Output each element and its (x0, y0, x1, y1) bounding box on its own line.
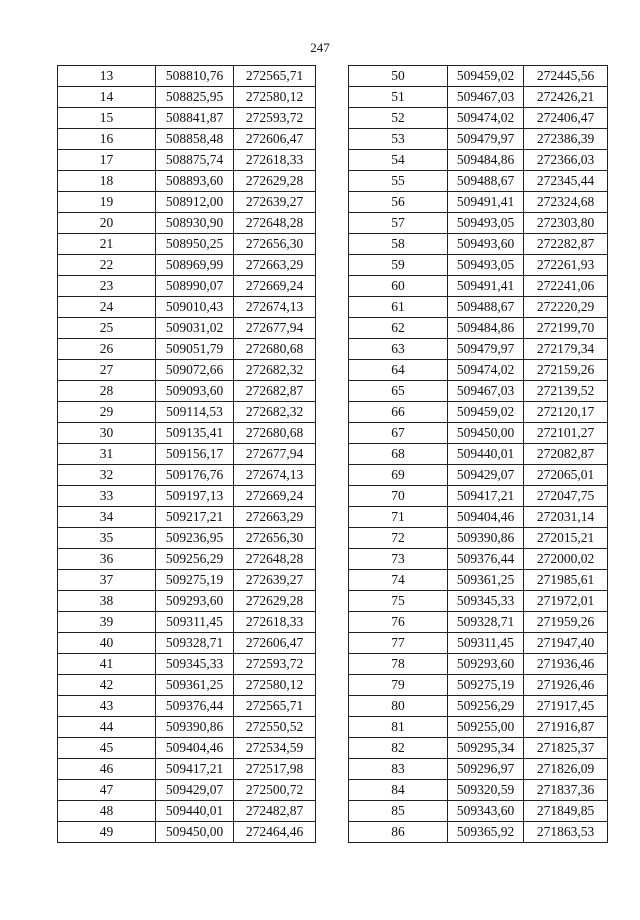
x-coordinate-cell: 509488,67 (448, 297, 524, 318)
y-coordinate-cell: 272082,87 (524, 444, 608, 465)
x-coordinate-cell: 509450,00 (156, 822, 234, 843)
x-coordinate-cell: 509275,19 (448, 675, 524, 696)
y-coordinate-cell: 272682,32 (234, 402, 316, 423)
point-number-cell: 25 (58, 318, 156, 339)
y-coordinate-cell: 272517,98 (234, 759, 316, 780)
point-number-cell: 71 (349, 507, 448, 528)
point-number-cell: 85 (349, 801, 448, 822)
point-number-cell: 54 (349, 150, 448, 171)
point-number-cell: 26 (58, 339, 156, 360)
x-coordinate-cell: 509328,71 (156, 633, 234, 654)
point-number-cell: 34 (58, 507, 156, 528)
point-number-cell: 13 (58, 66, 156, 87)
x-coordinate-cell: 509429,07 (156, 780, 234, 801)
point-number-cell: 27 (58, 360, 156, 381)
table-row (349, 465, 608, 486)
y-coordinate-cell: 272031,14 (524, 507, 608, 528)
y-coordinate-cell: 272663,29 (234, 507, 316, 528)
x-coordinate-cell: 509072,66 (156, 360, 234, 381)
table-row (349, 822, 608, 843)
table-row (58, 360, 316, 381)
x-coordinate-cell: 508990,07 (156, 276, 234, 297)
x-coordinate-cell: 509343,60 (448, 801, 524, 822)
point-number-cell: 29 (58, 402, 156, 423)
y-coordinate-cell: 272593,72 (234, 108, 316, 129)
y-coordinate-cell: 272565,71 (234, 66, 316, 87)
point-number-cell: 39 (58, 612, 156, 633)
x-coordinate-cell: 509361,25 (156, 675, 234, 696)
point-number-cell: 45 (58, 738, 156, 759)
y-coordinate-cell: 271825,37 (524, 738, 608, 759)
table-row (349, 528, 608, 549)
point-number-cell: 80 (349, 696, 448, 717)
point-number-cell: 69 (349, 465, 448, 486)
table-row (58, 339, 316, 360)
point-number-cell: 36 (58, 549, 156, 570)
point-number-cell: 38 (58, 591, 156, 612)
point-number-cell: 60 (349, 276, 448, 297)
point-number-cell: 33 (58, 486, 156, 507)
x-coordinate-cell: 509293,60 (448, 654, 524, 675)
x-coordinate-cell: 509390,86 (448, 528, 524, 549)
table-row (58, 318, 316, 339)
x-coordinate-cell: 509295,34 (448, 738, 524, 759)
point-number-cell: 59 (349, 255, 448, 276)
table-row (58, 759, 316, 780)
y-coordinate-cell: 272015,21 (524, 528, 608, 549)
point-number-cell: 30 (58, 423, 156, 444)
point-number-cell: 84 (349, 780, 448, 801)
x-coordinate-cell: 509417,21 (156, 759, 234, 780)
point-number-cell: 83 (349, 759, 448, 780)
table-row (349, 87, 608, 108)
point-number-cell: 37 (58, 570, 156, 591)
x-coordinate-cell: 509236,95 (156, 528, 234, 549)
x-coordinate-cell: 509440,01 (448, 444, 524, 465)
table-row (58, 234, 316, 255)
y-coordinate-cell: 272159,26 (524, 360, 608, 381)
point-number-cell: 67 (349, 423, 448, 444)
point-number-cell: 66 (349, 402, 448, 423)
table-row (349, 654, 608, 675)
point-number-cell: 86 (349, 822, 448, 843)
y-coordinate-cell: 272680,68 (234, 423, 316, 444)
y-coordinate-cell: 272629,28 (234, 171, 316, 192)
y-coordinate-cell: 271926,46 (524, 675, 608, 696)
point-number-cell: 35 (58, 528, 156, 549)
x-coordinate-cell: 509197,13 (156, 486, 234, 507)
x-coordinate-cell: 509311,45 (156, 612, 234, 633)
y-coordinate-cell: 272677,94 (234, 444, 316, 465)
x-coordinate-cell: 508875,74 (156, 150, 234, 171)
point-number-cell: 78 (349, 654, 448, 675)
y-coordinate-cell: 272426,21 (524, 87, 608, 108)
y-coordinate-cell: 272656,30 (234, 234, 316, 255)
point-number-cell: 62 (349, 318, 448, 339)
point-number-cell: 51 (349, 87, 448, 108)
y-coordinate-cell: 271947,40 (524, 633, 608, 654)
table-row (58, 171, 316, 192)
table-row (58, 612, 316, 633)
point-number-cell: 40 (58, 633, 156, 654)
x-coordinate-cell: 509491,41 (448, 192, 524, 213)
y-coordinate-cell: 272677,94 (234, 318, 316, 339)
table-row (58, 276, 316, 297)
y-coordinate-cell: 271837,36 (524, 780, 608, 801)
table-row (58, 213, 316, 234)
table-row (58, 570, 316, 591)
table-row (349, 780, 608, 801)
table-row (58, 738, 316, 759)
point-number-cell: 74 (349, 570, 448, 591)
point-number-cell: 64 (349, 360, 448, 381)
table-row (58, 192, 316, 213)
table-row (349, 192, 608, 213)
point-number-cell: 61 (349, 297, 448, 318)
x-coordinate-cell: 509484,86 (448, 318, 524, 339)
table-row (349, 297, 608, 318)
y-coordinate-cell: 272261,93 (524, 255, 608, 276)
point-number-cell: 20 (58, 213, 156, 234)
y-coordinate-cell: 272680,68 (234, 339, 316, 360)
x-coordinate-cell: 509345,33 (448, 591, 524, 612)
x-coordinate-cell: 509459,02 (448, 66, 524, 87)
table-row (349, 507, 608, 528)
x-coordinate-cell: 509361,25 (448, 570, 524, 591)
coordinates-table-right (348, 65, 608, 843)
x-coordinate-cell: 509467,03 (448, 87, 524, 108)
table-row (58, 444, 316, 465)
x-coordinate-cell: 508825,95 (156, 87, 234, 108)
point-number-cell: 41 (58, 654, 156, 675)
table-row (349, 318, 608, 339)
point-number-cell: 65 (349, 381, 448, 402)
table-row (58, 297, 316, 318)
point-number-cell: 57 (349, 213, 448, 234)
point-number-cell: 32 (58, 465, 156, 486)
x-coordinate-cell: 509491,41 (448, 276, 524, 297)
table-row (349, 171, 608, 192)
x-coordinate-cell: 509376,44 (156, 696, 234, 717)
y-coordinate-cell: 272648,28 (234, 213, 316, 234)
y-coordinate-cell: 272386,39 (524, 129, 608, 150)
x-coordinate-cell: 509311,45 (448, 633, 524, 654)
table-row (349, 612, 608, 633)
table-row (349, 276, 608, 297)
table-row (58, 780, 316, 801)
x-coordinate-cell: 509093,60 (156, 381, 234, 402)
point-number-cell: 44 (58, 717, 156, 738)
y-coordinate-cell: 272656,30 (234, 528, 316, 549)
x-coordinate-cell: 509479,97 (448, 129, 524, 150)
x-coordinate-cell: 509474,02 (448, 108, 524, 129)
x-coordinate-cell: 508950,25 (156, 234, 234, 255)
x-coordinate-cell: 509479,97 (448, 339, 524, 360)
x-coordinate-cell: 508858,48 (156, 129, 234, 150)
table-row (349, 738, 608, 759)
y-coordinate-cell: 272606,47 (234, 633, 316, 654)
x-coordinate-cell: 509429,07 (448, 465, 524, 486)
table-row (58, 591, 316, 612)
table-row (58, 255, 316, 276)
table-row (349, 591, 608, 612)
y-coordinate-cell: 271936,46 (524, 654, 608, 675)
x-coordinate-cell: 509450,00 (448, 423, 524, 444)
table-row (58, 486, 316, 507)
table-row (349, 423, 608, 444)
point-number-cell: 50 (349, 66, 448, 87)
y-coordinate-cell: 272324,68 (524, 192, 608, 213)
point-number-cell: 70 (349, 486, 448, 507)
y-coordinate-cell: 272139,52 (524, 381, 608, 402)
y-coordinate-cell: 272648,28 (234, 549, 316, 570)
point-number-cell: 46 (58, 759, 156, 780)
point-number-cell: 17 (58, 150, 156, 171)
table-row (58, 633, 316, 654)
y-coordinate-cell: 272669,24 (234, 276, 316, 297)
y-coordinate-cell: 272199,70 (524, 318, 608, 339)
x-coordinate-cell: 509256,29 (448, 696, 524, 717)
table-row (349, 402, 608, 423)
point-number-cell: 14 (58, 87, 156, 108)
table-row (349, 150, 608, 171)
y-coordinate-cell: 272669,24 (234, 486, 316, 507)
table-row (58, 66, 316, 87)
table-row (349, 108, 608, 129)
x-coordinate-cell: 508930,90 (156, 213, 234, 234)
point-number-cell: 75 (349, 591, 448, 612)
x-coordinate-cell: 509051,79 (156, 339, 234, 360)
point-number-cell: 58 (349, 234, 448, 255)
table-row (58, 696, 316, 717)
y-coordinate-cell: 272639,27 (234, 570, 316, 591)
x-coordinate-cell: 509484,86 (448, 150, 524, 171)
y-coordinate-cell: 271972,01 (524, 591, 608, 612)
y-coordinate-cell: 271917,45 (524, 696, 608, 717)
y-coordinate-cell: 272406,47 (524, 108, 608, 129)
point-number-cell: 53 (349, 129, 448, 150)
x-coordinate-cell: 509296,97 (448, 759, 524, 780)
y-coordinate-cell: 272580,12 (234, 675, 316, 696)
point-number-cell: 56 (349, 192, 448, 213)
table-row (58, 108, 316, 129)
y-coordinate-cell: 271985,61 (524, 570, 608, 591)
y-coordinate-cell: 272682,87 (234, 381, 316, 402)
x-coordinate-cell: 508810,76 (156, 66, 234, 87)
x-coordinate-cell: 509440,01 (156, 801, 234, 822)
y-coordinate-cell: 272445,56 (524, 66, 608, 87)
y-coordinate-cell: 272674,13 (234, 297, 316, 318)
y-coordinate-cell: 272639,27 (234, 192, 316, 213)
y-coordinate-cell: 272482,87 (234, 801, 316, 822)
x-coordinate-cell: 509474,02 (448, 360, 524, 381)
table-row (349, 360, 608, 381)
point-number-cell: 28 (58, 381, 156, 402)
point-number-cell: 16 (58, 129, 156, 150)
point-number-cell: 72 (349, 528, 448, 549)
x-coordinate-cell: 508912,00 (156, 192, 234, 213)
table-row (58, 717, 316, 738)
x-coordinate-cell: 509365,92 (448, 822, 524, 843)
table-row (58, 801, 316, 822)
point-number-cell: 79 (349, 675, 448, 696)
x-coordinate-cell: 509328,71 (448, 612, 524, 633)
point-number-cell: 42 (58, 675, 156, 696)
table-row (58, 507, 316, 528)
y-coordinate-cell: 272534,59 (234, 738, 316, 759)
table-row (58, 654, 316, 675)
y-coordinate-cell: 272345,44 (524, 171, 608, 192)
table-row (349, 570, 608, 591)
y-coordinate-cell: 272047,75 (524, 486, 608, 507)
y-coordinate-cell: 271959,26 (524, 612, 608, 633)
x-coordinate-cell: 509376,44 (448, 549, 524, 570)
y-coordinate-cell: 271849,85 (524, 801, 608, 822)
table-row (58, 423, 316, 444)
y-coordinate-cell: 272500,72 (234, 780, 316, 801)
x-coordinate-cell: 509493,60 (448, 234, 524, 255)
x-coordinate-cell: 509256,29 (156, 549, 234, 570)
x-coordinate-cell: 509010,43 (156, 297, 234, 318)
table-row (58, 150, 316, 171)
point-number-cell: 68 (349, 444, 448, 465)
point-number-cell: 81 (349, 717, 448, 738)
table-row (349, 717, 608, 738)
x-coordinate-cell: 508893,60 (156, 171, 234, 192)
x-coordinate-cell: 508841,87 (156, 108, 234, 129)
table-row (349, 129, 608, 150)
table-row (349, 66, 608, 87)
x-coordinate-cell: 509345,33 (156, 654, 234, 675)
table-row (349, 801, 608, 822)
point-number-cell: 19 (58, 192, 156, 213)
x-coordinate-cell: 509156,17 (156, 444, 234, 465)
point-number-cell: 76 (349, 612, 448, 633)
y-coordinate-cell: 271863,53 (524, 822, 608, 843)
table-row (349, 255, 608, 276)
y-coordinate-cell: 272065,01 (524, 465, 608, 486)
x-coordinate-cell: 509493,05 (448, 213, 524, 234)
point-number-cell: 21 (58, 234, 156, 255)
x-coordinate-cell: 509217,21 (156, 507, 234, 528)
table-row (58, 822, 316, 843)
y-coordinate-cell: 272618,33 (234, 612, 316, 633)
y-coordinate-cell: 272629,28 (234, 591, 316, 612)
table-row (349, 675, 608, 696)
table-row (349, 213, 608, 234)
table-row (349, 444, 608, 465)
point-number-cell: 47 (58, 780, 156, 801)
y-coordinate-cell: 272618,33 (234, 150, 316, 171)
x-coordinate-cell: 509459,02 (448, 402, 524, 423)
y-coordinate-cell: 272366,03 (524, 150, 608, 171)
y-coordinate-cell: 272179,34 (524, 339, 608, 360)
y-coordinate-cell: 271916,87 (524, 717, 608, 738)
x-coordinate-cell: 509390,86 (156, 717, 234, 738)
table-row (58, 549, 316, 570)
x-coordinate-cell: 509320,59 (448, 780, 524, 801)
table-row (58, 465, 316, 486)
y-coordinate-cell: 272282,87 (524, 234, 608, 255)
point-number-cell: 18 (58, 171, 156, 192)
y-coordinate-cell: 272303,80 (524, 213, 608, 234)
table-row (349, 759, 608, 780)
y-coordinate-cell: 272220,29 (524, 297, 608, 318)
y-coordinate-cell: 272565,71 (234, 696, 316, 717)
point-number-cell: 22 (58, 255, 156, 276)
point-number-cell: 63 (349, 339, 448, 360)
y-coordinate-cell: 272464,46 (234, 822, 316, 843)
y-coordinate-cell: 272663,29 (234, 255, 316, 276)
x-coordinate-cell: 509493,05 (448, 255, 524, 276)
point-number-cell: 15 (58, 108, 156, 129)
table-row (58, 528, 316, 549)
table-row (58, 129, 316, 150)
y-coordinate-cell: 272241,06 (524, 276, 608, 297)
table-row (349, 339, 608, 360)
table-row (58, 87, 316, 108)
table-row (349, 486, 608, 507)
x-coordinate-cell: 509176,76 (156, 465, 234, 486)
x-coordinate-cell: 509031,02 (156, 318, 234, 339)
point-number-cell: 31 (58, 444, 156, 465)
coordinates-table-left (57, 65, 316, 843)
x-coordinate-cell: 509404,46 (156, 738, 234, 759)
table-row (58, 675, 316, 696)
y-coordinate-cell: 272606,47 (234, 129, 316, 150)
point-number-cell: 82 (349, 738, 448, 759)
table-row (349, 549, 608, 570)
y-coordinate-cell: 272000,02 (524, 549, 608, 570)
x-coordinate-cell: 509255,00 (448, 717, 524, 738)
table-row (349, 234, 608, 255)
x-coordinate-cell: 509114,53 (156, 402, 234, 423)
y-coordinate-cell: 272101,27 (524, 423, 608, 444)
page-number: 247 (310, 40, 330, 55)
table-row (349, 381, 608, 402)
x-coordinate-cell: 509404,46 (448, 507, 524, 528)
y-coordinate-cell: 272120,17 (524, 402, 608, 423)
x-coordinate-cell: 509293,60 (156, 591, 234, 612)
point-number-cell: 55 (349, 171, 448, 192)
point-number-cell: 48 (58, 801, 156, 822)
x-coordinate-cell: 509275,19 (156, 570, 234, 591)
point-number-cell: 49 (58, 822, 156, 843)
point-number-cell: 52 (349, 108, 448, 129)
table-row (58, 402, 316, 423)
x-coordinate-cell: 509417,21 (448, 486, 524, 507)
point-number-cell: 23 (58, 276, 156, 297)
x-coordinate-cell: 509467,03 (448, 381, 524, 402)
x-coordinate-cell: 509135,41 (156, 423, 234, 444)
y-coordinate-cell: 272682,32 (234, 360, 316, 381)
y-coordinate-cell: 272674,13 (234, 465, 316, 486)
y-coordinate-cell: 272593,72 (234, 654, 316, 675)
point-number-cell: 73 (349, 549, 448, 570)
point-number-cell: 24 (58, 297, 156, 318)
x-coordinate-cell: 508969,99 (156, 255, 234, 276)
table-row (349, 633, 608, 654)
point-number-cell: 43 (58, 696, 156, 717)
y-coordinate-cell: 272550,52 (234, 717, 316, 738)
table-row (349, 696, 608, 717)
y-coordinate-cell: 272580,12 (234, 87, 316, 108)
y-coordinate-cell: 271826,09 (524, 759, 608, 780)
x-coordinate-cell: 509488,67 (448, 171, 524, 192)
table-row (58, 381, 316, 402)
point-number-cell: 77 (349, 633, 448, 654)
